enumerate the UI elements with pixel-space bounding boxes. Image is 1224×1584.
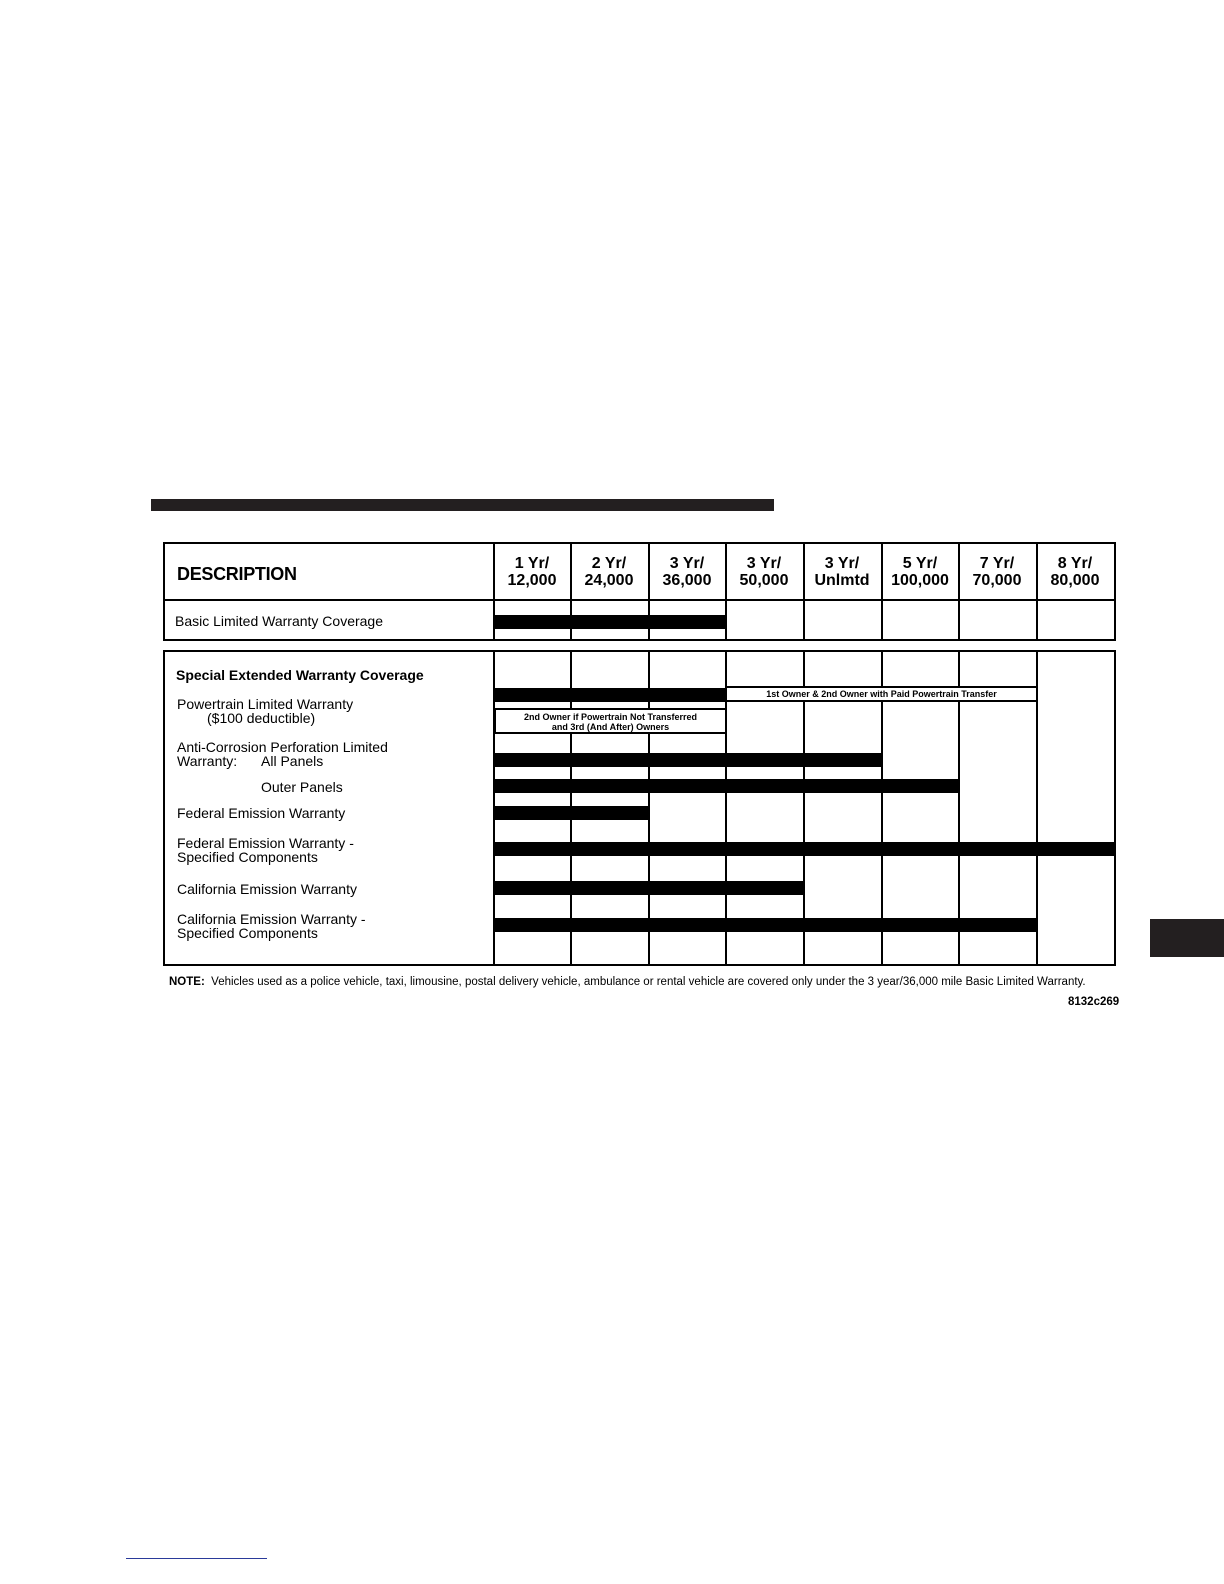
outer-panels-coverage-bar bbox=[493, 779, 959, 793]
anticorrosion-label-1: Anti-Corrosion Perforation Limited bbox=[177, 739, 388, 755]
column-header-line1: 5 Yr/ bbox=[902, 555, 938, 572]
powertrain-not-transferred-line2: and 3rd (And After) Owners bbox=[551, 722, 670, 732]
column-header-line1: 1 Yr/ bbox=[514, 555, 550, 572]
column-header bbox=[571, 555, 647, 589]
column-header-line1: 8 Yr/ bbox=[1057, 555, 1093, 572]
column-header-line1: 7 Yr/ bbox=[979, 555, 1015, 572]
powertrain-label-2: ($100 deductible) bbox=[207, 710, 316, 726]
column-header bbox=[882, 555, 958, 589]
california-spec-coverage-bar bbox=[493, 918, 1037, 932]
column-header bbox=[1037, 555, 1113, 589]
column-header-line2: 80,000 bbox=[1050, 572, 1100, 589]
california-spec-label-1: California Emission Warranty - bbox=[177, 911, 366, 927]
california-spec-label-2: Specified Components bbox=[177, 925, 318, 941]
column-header bbox=[649, 555, 725, 589]
header-divider bbox=[163, 599, 1116, 601]
federal-spec-coverage-bar bbox=[493, 842, 1116, 856]
powertrain-label-1: Powertrain Limited Warranty bbox=[177, 696, 354, 712]
federal-spec-label-1: Federal Emission Warranty - bbox=[177, 835, 354, 851]
all-panels-label: All Panels bbox=[261, 753, 324, 769]
outer-panels-label: Outer Panels bbox=[261, 779, 343, 795]
column-header-line1: 3 Yr/ bbox=[669, 555, 705, 572]
anticorrosion-label-2: Warranty: bbox=[177, 753, 238, 769]
column-header-line2: 100,000 bbox=[891, 572, 949, 589]
basic-warranty-label: Basic Limited Warranty Coverage bbox=[175, 613, 384, 629]
powertrain-not-transferred-line1: 2nd Owner if Powertrain Not Transferred bbox=[523, 712, 698, 722]
column-divider bbox=[881, 542, 883, 641]
column-divider bbox=[1036, 542, 1038, 641]
federal-emission-coverage-bar bbox=[493, 806, 649, 820]
column-header-line2: 24,000 bbox=[584, 572, 634, 589]
column-header-line2: Unlmtd bbox=[814, 572, 870, 589]
column-header-line2: 36,000 bbox=[662, 572, 712, 589]
all-panels-coverage-bar bbox=[493, 753, 882, 767]
section-header-bar bbox=[151, 499, 774, 511]
powertrain-coverage-bar bbox=[493, 688, 726, 702]
special-warranty-header: Special Extended Warranty Coverage bbox=[176, 667, 424, 683]
figure-id: 8132c269 bbox=[1068, 996, 1120, 1008]
column-header-line1: 2 Yr/ bbox=[591, 555, 627, 572]
basic-coverage-bar bbox=[493, 615, 726, 629]
column-header-line2: 70,000 bbox=[972, 572, 1022, 589]
footnote bbox=[169, 976, 1119, 988]
footer-rule bbox=[126, 1558, 267, 1559]
description-header: DESCRIPTION bbox=[177, 564, 297, 584]
column-header-line2: 12,000 bbox=[507, 572, 557, 589]
column-header bbox=[494, 555, 570, 589]
column-header-line2: 50,000 bbox=[739, 572, 789, 589]
footnote-label: NOTE: bbox=[169, 976, 205, 988]
california-emission-label: California Emission Warranty bbox=[177, 881, 357, 897]
column-divider bbox=[958, 542, 960, 641]
column-divider bbox=[803, 542, 805, 641]
chapter-tab bbox=[1150, 919, 1224, 957]
powertrain-transfer-note bbox=[725, 686, 1038, 702]
column-header bbox=[959, 555, 1035, 589]
column-header bbox=[804, 555, 880, 589]
footnote-text: Vehicles used as a police vehicle, taxi, limousine, postal delivery vehicle, ambulance or rental vehicle are covered only under the 3 year/36,000 mile Basic Limited Warranty. bbox=[211, 976, 1086, 988]
powertrain-not-transferred-note bbox=[494, 708, 727, 734]
column-header-line1: 3 Yr/ bbox=[824, 555, 860, 572]
column-header bbox=[726, 555, 802, 589]
california-emission-coverage-bar bbox=[493, 881, 804, 895]
federal-spec-label-2: Specified Components bbox=[177, 849, 318, 865]
federal-emission-label: Federal Emission Warranty bbox=[177, 805, 346, 821]
column-header-line1: 3 Yr/ bbox=[746, 555, 782, 572]
powertrain-transfer-note-text: 1st Owner & 2nd Owner with Paid Powertrain Transfer bbox=[766, 689, 997, 699]
